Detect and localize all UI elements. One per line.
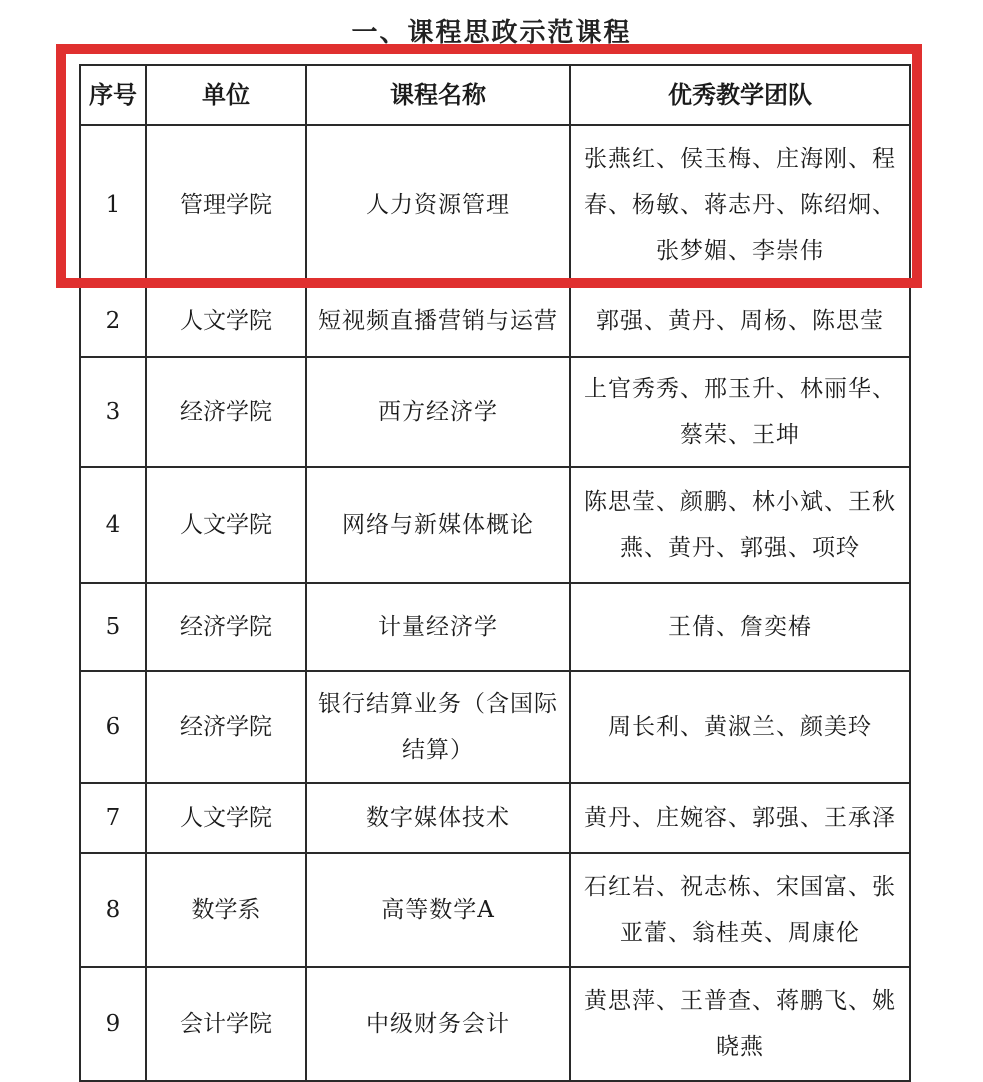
cell-team: 黄思萍、王普查、蒋鹏飞、姚晓燕 [570,967,910,1081]
table-row [80,125,910,285]
courses-table [79,64,911,1082]
cell-unit: 管理学院 [146,125,306,285]
cell-no: 3 [80,357,146,467]
header-course: 课程名称 [306,65,570,125]
cell-course: 数字媒体技术 [306,783,570,853]
cell-unit: 经济学院 [146,583,306,671]
header-no: 序号 [80,65,146,125]
table-row [80,783,910,853]
cell-course: 网络与新媒体概论 [306,467,570,583]
table-header-row [80,65,910,125]
cell-team: 郭强、黄丹、周杨、陈思莹 [570,285,910,357]
cell-unit: 人文学院 [146,783,306,853]
cell-course: 高等数学A [306,853,570,967]
cell-unit: 数学系 [146,853,306,967]
cell-no: 6 [80,671,146,783]
cell-team: 张燕红、侯玉梅、庄海刚、程春、杨敏、蒋志丹、陈绍炯、张梦媚、李崇伟 [570,125,910,285]
cell-course: 中级财务会计 [306,967,570,1081]
table-row [80,357,910,467]
cell-no: 8 [80,853,146,967]
cell-no: 2 [80,285,146,357]
cell-unit: 会计学院 [146,967,306,1081]
cell-unit: 人文学院 [146,285,306,357]
table-row [80,285,910,357]
cell-course: 西方经济学 [306,357,570,467]
page-title: 一、课程思政示范课程 [351,18,632,48]
cell-no: 1 [80,125,146,285]
table-row [80,853,910,967]
cell-team: 周长利、黄淑兰、颜美玲 [570,671,910,783]
cell-course: 人力资源管理 [306,125,570,285]
cell-no: 5 [80,583,146,671]
cell-unit: 人文学院 [146,467,306,583]
cell-team: 上官秀秀、邢玉升、林丽华、蔡荣、王坤 [570,357,910,467]
table-row [80,671,910,783]
cell-unit: 经济学院 [146,671,306,783]
table-row [80,967,910,1081]
cell-no: 9 [80,967,146,1081]
cell-course: 银行结算业务（含国际结算） [306,671,570,783]
cell-course: 短视频直播营销与运营 [306,285,570,357]
table-row [80,583,910,671]
cell-team: 王倩、詹奕椿 [570,583,910,671]
table-row [80,467,910,583]
cell-unit: 经济学院 [146,357,306,467]
header-team: 优秀教学团队 [570,65,910,125]
cell-no: 7 [80,783,146,853]
cell-no: 4 [80,467,146,583]
cell-course: 计量经济学 [306,583,570,671]
cell-team: 陈思莹、颜鹏、林小斌、王秋燕、黄丹、郭强、项玲 [570,467,910,583]
cell-team: 石红岩、祝志栋、宋国富、张亚蕾、翁桂英、周康伦 [570,853,910,967]
header-unit: 单位 [146,65,306,125]
cell-team: 黄丹、庄婉容、郭强、王承泽 [570,783,910,853]
